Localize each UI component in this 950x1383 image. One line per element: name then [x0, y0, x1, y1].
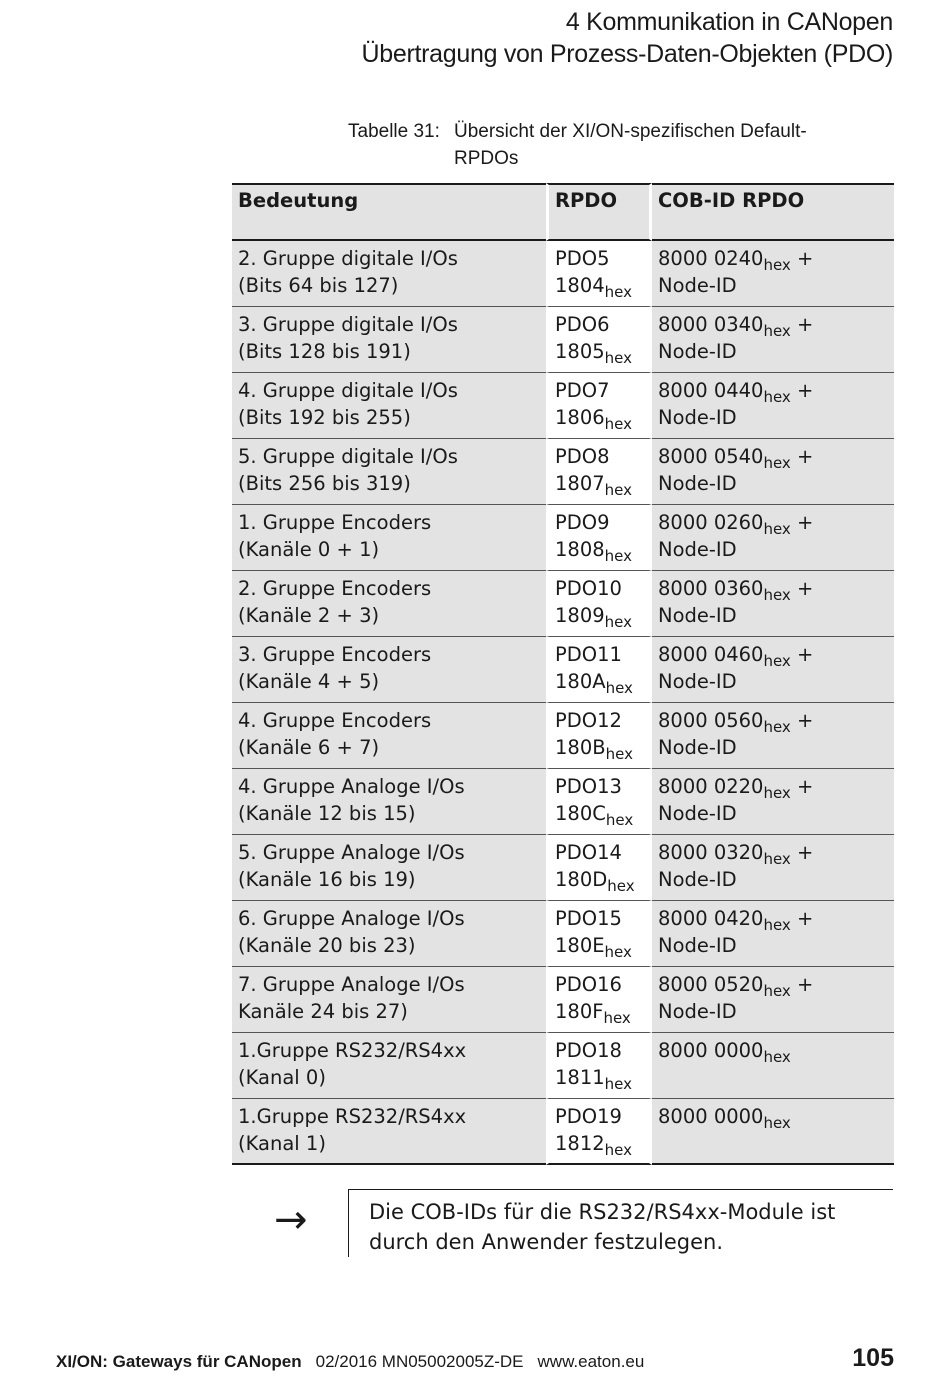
cob-id-node: Node-ID [658, 934, 737, 957]
cob-id-value: 8000 0240 [658, 247, 764, 270]
table-row [232, 241, 894, 307]
bedeutung-line1: 3. Gruppe Encoders [238, 643, 432, 666]
cob-id-plus: + [790, 511, 814, 534]
bedeutung-line1: 2. Gruppe digitale I/Os [238, 247, 458, 270]
cell-bedeutung [232, 769, 546, 835]
table-body [232, 241, 894, 1165]
rpdo-name: PDO10 [555, 577, 622, 600]
hex-suffix: hex [603, 1009, 631, 1027]
cob-id-value: 8000 0000 [658, 1105, 764, 1128]
rpdo-name: PDO19 [555, 1105, 622, 1128]
rpdo-index: 180F [555, 1000, 604, 1023]
footer-meta: 02/2016 MN05002005Z-DE [315, 1352, 524, 1371]
bedeutung-line1: 1. Gruppe Encoders [238, 511, 432, 534]
table-row [232, 373, 894, 439]
table-row [232, 505, 894, 571]
cob-id-plus: + [790, 709, 814, 732]
cob-id-node: Node-ID [658, 472, 737, 495]
bedeutung-line1: 5. Gruppe digitale I/Os [238, 445, 458, 468]
rpdo-name: PDO8 [555, 445, 610, 468]
cell-bedeutung [232, 637, 546, 703]
cell-cob-id [652, 1099, 894, 1165]
bedeutung-line2: (Bits 256 bis 319) [238, 472, 411, 495]
cell-cob-id [652, 637, 894, 703]
hex-suffix: hex [763, 520, 791, 538]
hex-suffix: hex [763, 322, 791, 340]
page-number: 105 [852, 1344, 894, 1372]
hex-suffix: hex [763, 1114, 791, 1132]
cob-id-node: Node-ID [658, 538, 737, 561]
cell-bedeutung [232, 901, 546, 967]
hex-suffix: hex [605, 679, 633, 697]
cob-id-value: 8000 0420 [658, 907, 764, 930]
hex-suffix: hex [605, 811, 634, 829]
cob-id-plus: + [790, 313, 814, 336]
hex-suffix: hex [763, 1048, 791, 1066]
rpdo-index: 1809 [555, 604, 605, 627]
cob-id-plus: + [790, 577, 814, 600]
cob-id-plus: + [790, 973, 814, 996]
cob-id-value: 8000 0340 [658, 313, 764, 336]
cob-id-value: 8000 0440 [658, 379, 764, 402]
hex-suffix: hex [763, 718, 791, 736]
cell-rpdo [546, 241, 652, 307]
bedeutung-line1: 1.Gruppe RS232/RS4xx [238, 1039, 467, 1062]
table-caption [348, 118, 893, 172]
hex-suffix: hex [604, 415, 632, 433]
cell-bedeutung [232, 373, 546, 439]
bedeutung-line2: (Kanäle 12 bis 15) [238, 802, 416, 825]
table-row [232, 307, 894, 373]
cob-id-node: Node-ID [658, 868, 737, 891]
hex-suffix: hex [763, 982, 791, 1000]
rpdo-table [232, 183, 894, 1165]
cob-id-plus: + [790, 445, 814, 468]
cell-rpdo [546, 439, 652, 505]
hex-suffix: hex [763, 454, 791, 472]
cell-cob-id [652, 571, 894, 637]
cob-id-node: Node-ID [658, 1000, 737, 1023]
table-row [232, 637, 894, 703]
caption-text-line2: RPDOs [454, 148, 519, 169]
bedeutung-line1: 7. Gruppe Analoge I/Os [238, 973, 465, 996]
rpdo-name: PDO16 [555, 973, 622, 996]
hex-suffix: hex [763, 256, 791, 274]
cell-cob-id [652, 307, 894, 373]
note-box [348, 1189, 893, 1257]
bedeutung-line2: (Bits 64 bis 127) [238, 274, 399, 297]
cell-rpdo [546, 637, 652, 703]
table-row [232, 1099, 894, 1165]
cell-cob-id [652, 505, 894, 571]
chapter-title: 4 Kommunikation in CANopen [565, 8, 893, 36]
cob-id-plus: + [790, 841, 814, 864]
rpdo-name: PDO9 [555, 511, 610, 534]
rpdo-index: 1806 [555, 406, 605, 429]
hex-suffix: hex [604, 283, 632, 301]
bedeutung-line2: (Kanal 1) [238, 1132, 326, 1155]
bedeutung-line1: 6. Gruppe Analoge I/Os [238, 907, 465, 930]
hex-suffix: hex [604, 547, 632, 565]
table-row [232, 967, 894, 1033]
cell-bedeutung [232, 1033, 546, 1099]
page-header [362, 6, 893, 70]
rpdo-index: 1804 [555, 274, 605, 297]
hex-suffix: hex [604, 481, 632, 499]
cell-rpdo [546, 571, 652, 637]
cob-id-plus: + [790, 643, 814, 666]
hex-suffix: hex [604, 613, 632, 631]
hex-suffix: hex [763, 388, 791, 406]
hex-suffix: hex [604, 1141, 632, 1159]
cob-id-value: 8000 0260 [658, 511, 764, 534]
cob-id-value: 8000 0220 [658, 775, 764, 798]
cell-bedeutung [232, 571, 546, 637]
rpdo-index: 1805 [555, 340, 605, 363]
cob-id-node: Node-ID [658, 802, 737, 825]
cob-id-node: Node-ID [658, 274, 737, 297]
caption-text-line1: Übersicht der XI/ON-spezifischen Default- [454, 121, 807, 142]
table-row [232, 439, 894, 505]
bedeutung-line2: (Kanäle 4 + 5) [238, 670, 380, 693]
header-bedeutung: Bedeutung [232, 183, 546, 241]
rpdo-index: 1808 [555, 538, 605, 561]
bedeutung-line1: 3. Gruppe digitale I/Os [238, 313, 458, 336]
cob-id-value: 8000 0000 [658, 1039, 764, 1062]
table-row [232, 703, 894, 769]
table-row [232, 901, 894, 967]
cob-id-node: Node-ID [658, 670, 737, 693]
cell-bedeutung [232, 439, 546, 505]
cell-cob-id [652, 967, 894, 1033]
cob-id-node: Node-ID [658, 340, 737, 363]
rpdo-index: 180D [555, 868, 608, 891]
rpdo-index: 1811 [555, 1066, 605, 1089]
cob-id-value: 8000 0460 [658, 643, 764, 666]
note-line1: Die COB-IDs für die RS232/RS4xx-Module ist [369, 1200, 836, 1224]
caption-label: Tabelle 31: [348, 121, 440, 142]
bedeutung-line2: (Kanal 0) [238, 1066, 326, 1089]
header-cob-id: COB-ID RPDO [652, 183, 894, 241]
rpdo-name: PDO6 [555, 313, 610, 336]
cell-cob-id [652, 769, 894, 835]
note-line2: durch den Anwender festzulegen. [369, 1230, 724, 1254]
cell-bedeutung [232, 1099, 546, 1165]
table-row [232, 1033, 894, 1099]
bedeutung-line1: 4. Gruppe Analoge I/Os [238, 775, 465, 798]
hex-suffix: hex [763, 586, 791, 604]
header-rpdo: RPDO [546, 183, 652, 241]
cell-rpdo [546, 307, 652, 373]
bedeutung-line1: 4. Gruppe digitale I/Os [238, 379, 458, 402]
rpdo-name: PDO18 [555, 1039, 622, 1062]
hex-suffix: hex [763, 850, 791, 868]
table-row [232, 769, 894, 835]
rpdo-name: PDO14 [555, 841, 622, 864]
arrow-right-icon: → [274, 1197, 308, 1243]
bedeutung-line1: 4. Gruppe Encoders [238, 709, 432, 732]
cob-id-value: 8000 0360 [658, 577, 764, 600]
bedeutung-line2: (Kanäle 16 bis 19) [238, 868, 416, 891]
cell-bedeutung [232, 967, 546, 1033]
rpdo-index: 1807 [555, 472, 605, 495]
rpdo-index: 180B [555, 736, 606, 759]
cell-cob-id [652, 901, 894, 967]
rpdo-name: PDO5 [555, 247, 610, 270]
cob-id-value: 8000 0520 [658, 973, 764, 996]
bedeutung-line1: 5. Gruppe Analoge I/Os [238, 841, 465, 864]
cell-cob-id [652, 835, 894, 901]
bedeutung-line2: (Bits 128 bis 191) [238, 340, 411, 363]
cob-id-plus: + [790, 379, 814, 402]
table-header-row [232, 183, 894, 241]
cob-id-value: 8000 0320 [658, 841, 764, 864]
section-title: Übertragung von Prozess-Daten-Objekten (PDO) [361, 40, 893, 68]
cell-rpdo [546, 967, 652, 1033]
cell-rpdo [546, 901, 652, 967]
cell-rpdo [546, 703, 652, 769]
rpdo-name: PDO11 [555, 643, 622, 666]
cell-rpdo [546, 373, 652, 439]
cell-rpdo [546, 505, 652, 571]
hex-suffix: hex [607, 877, 635, 895]
cob-id-node: Node-ID [658, 736, 737, 759]
bedeutung-line1: 1.Gruppe RS232/RS4xx [238, 1105, 467, 1128]
bedeutung-line2: (Kanäle 20 bis 23) [238, 934, 416, 957]
cell-rpdo [546, 1033, 652, 1099]
hex-suffix: hex [763, 916, 791, 934]
cob-id-plus: + [790, 907, 814, 930]
bedeutung-line2: Kanäle 24 bis 27) [238, 1000, 408, 1023]
cob-id-value: 8000 0540 [658, 445, 764, 468]
footer-web: www.eaton.eu [537, 1352, 645, 1371]
rpdo-name: PDO7 [555, 379, 610, 402]
cell-bedeutung [232, 241, 546, 307]
bedeutung-line2: (Kanäle 2 + 3) [238, 604, 380, 627]
cell-rpdo [546, 835, 652, 901]
cell-cob-id [652, 241, 894, 307]
hex-suffix: hex [763, 652, 791, 670]
cell-cob-id [652, 703, 894, 769]
bedeutung-line1: 2. Gruppe Encoders [238, 577, 432, 600]
rpdo-name: PDO15 [555, 907, 622, 930]
cell-cob-id [652, 373, 894, 439]
hex-suffix: hex [604, 943, 632, 961]
rpdo-index: 180A [555, 670, 606, 693]
rpdo-index: 180C [555, 802, 606, 825]
bedeutung-line2: (Bits 192 bis 255) [238, 406, 411, 429]
hex-suffix: hex [604, 1075, 632, 1093]
table-row [232, 835, 894, 901]
cell-cob-id [652, 439, 894, 505]
rpdo-name: PDO13 [555, 775, 622, 798]
footer-brand: XI/ON: Gateways für CANopen [56, 1352, 302, 1371]
hex-suffix: hex [763, 784, 791, 802]
cob-id-node: Node-ID [658, 406, 737, 429]
hex-suffix: hex [605, 745, 633, 763]
cob-id-plus: + [790, 247, 814, 270]
table-row [232, 571, 894, 637]
hex-suffix: hex [604, 349, 632, 367]
cell-bedeutung [232, 505, 546, 571]
cob-id-value: 8000 0560 [658, 709, 764, 732]
cell-cob-id [652, 1033, 894, 1099]
cell-rpdo [546, 1099, 652, 1165]
cell-rpdo [546, 769, 652, 835]
cell-bedeutung [232, 307, 546, 373]
rpdo-index: 180E [555, 934, 605, 957]
rpdo-index: 1812 [555, 1132, 605, 1155]
cell-bedeutung [232, 703, 546, 769]
cob-id-plus: + [790, 775, 814, 798]
bedeutung-line2: (Kanäle 0 + 1) [238, 538, 380, 561]
rpdo-name: PDO12 [555, 709, 622, 732]
page-footer [56, 1344, 894, 1372]
cob-id-node: Node-ID [658, 604, 737, 627]
cell-bedeutung [232, 835, 546, 901]
bedeutung-line2: (Kanäle 6 + 7) [238, 736, 380, 759]
